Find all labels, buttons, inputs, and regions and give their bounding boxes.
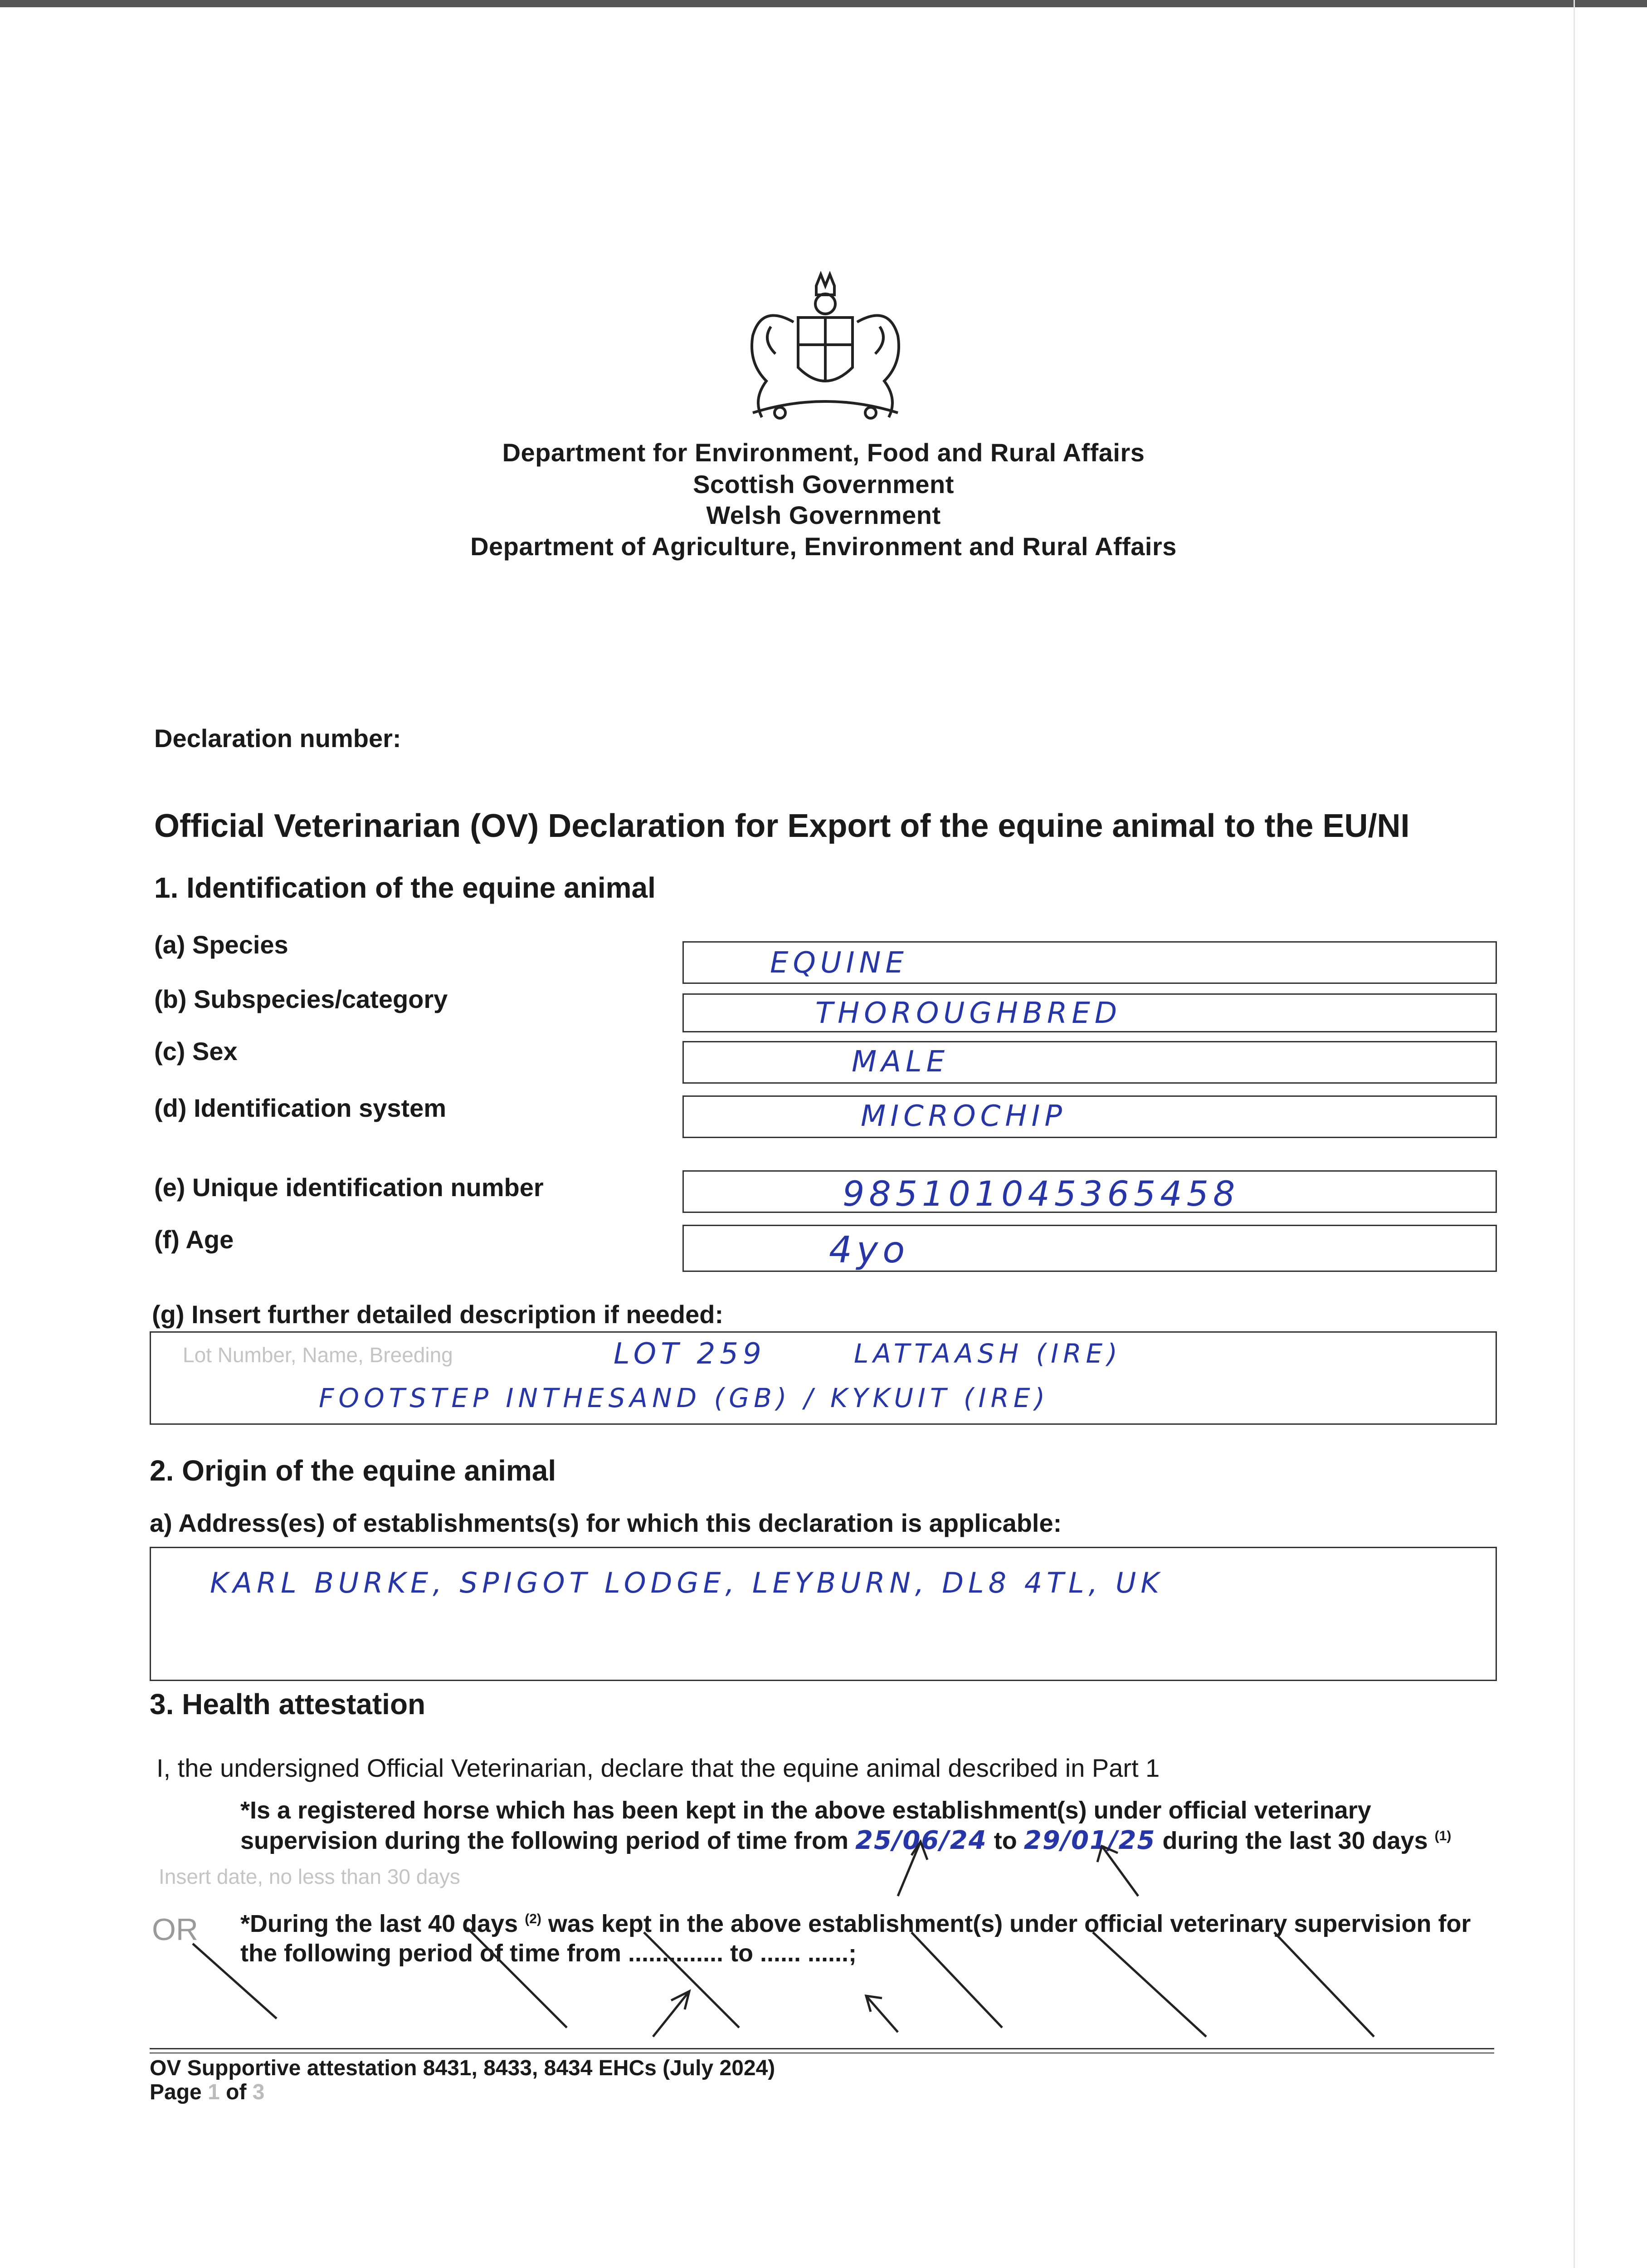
footnote-2-marker: (2)	[525, 1911, 541, 1926]
horse-name-value: LATTAASH (IRE)	[854, 1338, 1122, 1369]
address-label: a) Address(es) of establishments(s) for which this declaration is applicable:	[150, 1509, 1062, 1537]
strike-through-marks	[150, 1828, 1419, 2046]
date-to-value[interactable]: 29/01/25	[1023, 1826, 1156, 1855]
age-label: (f) Age	[154, 1225, 234, 1254]
footnote-1-marker: (1)	[1434, 1828, 1452, 1843]
royal-coat-of-arms-icon	[726, 268, 925, 431]
option-2-line-2: the following period of time from .............. to ...... ......;	[240, 1940, 857, 1967]
identification-system-value: MICROCHIP	[861, 1100, 1067, 1133]
scan-right-edge	[1574, 0, 1575, 2268]
age-field[interactable]	[682, 1225, 1497, 1272]
option-1-line-2-post: during the last 30 days	[1162, 1827, 1428, 1854]
option-2-line-1-pre: *During the last 40 days	[240, 1910, 518, 1937]
unique-id-value: 985101045365458	[843, 1173, 1240, 1214]
page-indicator	[150, 2080, 264, 2105]
option-1-line-2-pre: supervision during the following period of time from	[240, 1827, 849, 1854]
subspecies-field[interactable]	[682, 993, 1497, 1032]
department-line-1: Department for Environment, Food and Rural Affairs	[502, 438, 1145, 467]
subspecies-label: (b) Subspecies/category	[154, 985, 448, 1013]
sex-label: (c) Sex	[154, 1037, 238, 1066]
age-value: 4yo	[829, 1229, 910, 1271]
page-label: Page	[150, 2080, 202, 2104]
or-label: OR	[152, 1912, 198, 1947]
breeding-value: FOOTSTEP INTHESAND (GB) / KYKUIT (IRE)	[319, 1383, 1050, 1413]
page-total: 3	[252, 2080, 265, 2104]
section-1-heading: 1. Identification of the equine animal	[154, 871, 656, 904]
species-field[interactable]	[682, 941, 1497, 984]
identification-system-field[interactable]	[682, 1095, 1497, 1138]
to-word: to	[994, 1827, 1017, 1854]
sex-value: MALE	[852, 1045, 950, 1079]
scan-top-edge	[0, 0, 1647, 7]
address-field[interactable]	[150, 1547, 1497, 1681]
further-description-label: (g) Insert further detailed description if needed:	[152, 1300, 724, 1329]
identification-system-label: (d) Identification system	[154, 1094, 447, 1122]
declaration-number-label: Declaration number:	[154, 724, 401, 753]
document-title: Official Veterinarian (OV) Declaration for Export of the equine animal to the EU/NI	[154, 808, 1410, 844]
option-2-line-1-post: was kept in the above establishment(s) under official veterinary supervision for	[548, 1910, 1471, 1937]
species-value: EQUINE	[770, 946, 908, 980]
department-line-2: Scottish Government	[693, 470, 954, 499]
option-1-line-1: *Is a registered horse which has been kept in the above establishment(s) under official veterinary	[240, 1797, 1371, 1824]
department-line-4: Department of Agriculture, Environment and Rural Affairs	[470, 532, 1177, 561]
unique-id-label: (e) Unique identification number	[154, 1173, 544, 1202]
address-value: KARL BURKE, SPIGOT LODGE, LEYBURN, DL8 4TL, UK	[210, 1566, 1164, 1599]
insert-date-hint: Insert date, no less than 30 days	[159, 1865, 460, 1888]
unique-id-field[interactable]	[682, 1170, 1497, 1213]
date-from-value[interactable]: 25/06/24	[855, 1826, 987, 1855]
lot-number-value: LOT 259	[614, 1337, 766, 1371]
health-attestation-intro: I, the undersigned Official Veterinarian, declare that the equine animal described in Part 1	[156, 1754, 1160, 1782]
footer-rule	[150, 2048, 1494, 2049]
department-line-3: Welsh Government	[706, 501, 941, 529]
further-description-field[interactable]	[150, 1331, 1497, 1425]
further-description-placeholder: Lot Number, Name, Breeding	[183, 1343, 453, 1367]
sex-field[interactable]	[682, 1041, 1497, 1084]
page-of: of	[226, 2080, 247, 2104]
footer-attestation: OV Supportive attestation 8431, 8433, 8434 EHCs (July 2024)	[150, 2056, 775, 2080]
section-2-heading: 2. Origin of the equine animal	[150, 1454, 556, 1487]
species-label: (a) Species	[154, 930, 288, 959]
section-3-heading: 3. Health attestation	[150, 1688, 426, 1721]
subspecies-value: THOROUGHBRED	[815, 997, 1122, 1030]
page-current: 1	[208, 2080, 220, 2104]
